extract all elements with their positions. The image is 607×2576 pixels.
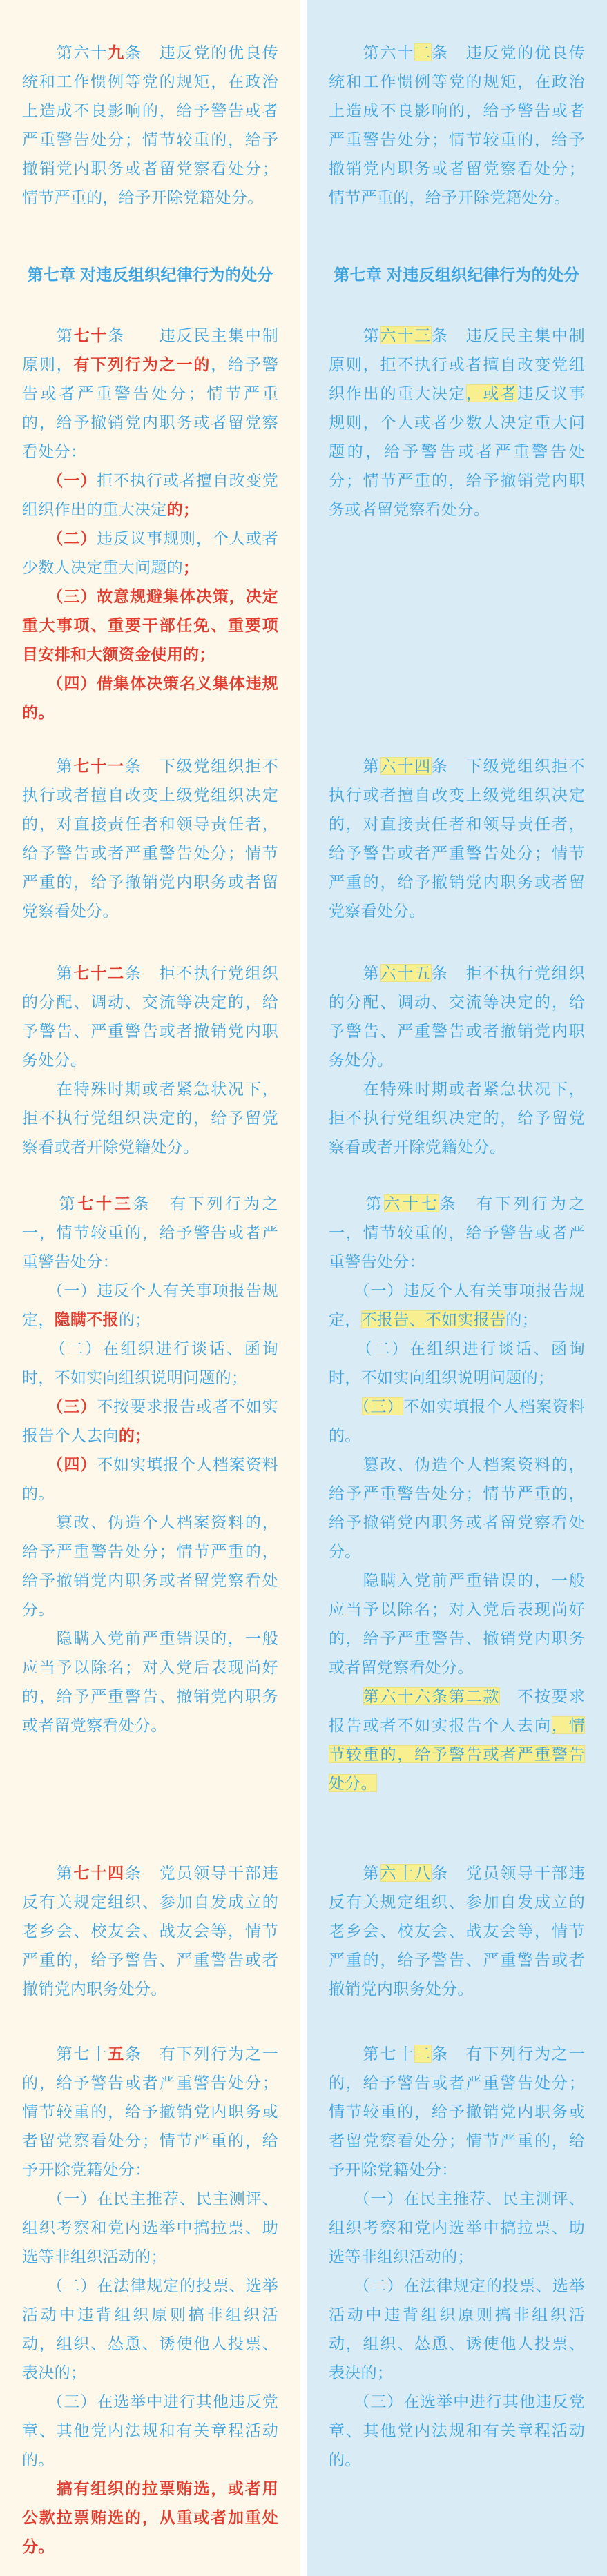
text-run: 不按要求报告或者不如实报告个人去向 [22, 1397, 278, 1444]
text-run: 不报告、不如实报告 [360, 1310, 506, 1328]
text-run: （三）在选举中进行其他违反党章、其他党内法规和有关章程活动的。 [329, 2392, 585, 2468]
paragraph [329, 1450, 585, 1566]
new-text-column [307, 751, 607, 958]
text-run: 不如实填报个人档案资料的。 [22, 1455, 278, 1502]
paragraph [22, 2387, 278, 2474]
paragraph [22, 751, 278, 925]
text-run: 的； [118, 1426, 151, 1444]
text-run: 二 [414, 2045, 432, 2063]
text-run: 不如实填报个人档案资料的。 [329, 1397, 585, 1444]
chapter-heading [329, 260, 585, 289]
text-run: 条 违反民主集中制原则， [22, 326, 278, 373]
text-run: 第 [329, 964, 380, 982]
text-run: 条 拒不执行党组织的分配、调动、交流等决定的，给予警告、严重警告或者撤销党内职务处分。 [329, 964, 586, 1069]
text-run: 隐瞒入党前严重错误的，一般应当予以除名；对入党后表现尚好的，给予严重警告、撤销党内职务或者留党察看处分。 [22, 1629, 278, 1734]
text-run: 第六十六条第二款 [363, 1687, 501, 1705]
text-run: 第 [22, 1194, 78, 1212]
new-text-column [307, 321, 607, 751]
paragraph [22, 466, 278, 524]
paragraph [329, 1276, 585, 1334]
text-run: 条 下级党组织拒不执行或者擅自改变上级党组织决定的，对直接责任者和领导责任者，给予警告或者严重警告处分；情节严重的，给予撤销党内职务或者留党察看处分。 [329, 757, 586, 920]
text-run: 六十七 [384, 1194, 440, 1212]
paragraph [329, 1392, 585, 1450]
text-run: 七十二 [73, 964, 126, 982]
text-run: 六十八 [380, 1864, 432, 1882]
text-run: 条 党员领导干部违反有关规定组织、参加自发成立的老乡会、校友会、战友会等，情节严重的，给予警告、严重警告或者撤销党内职务处分。 [22, 1864, 279, 1998]
comparison-row [0, 751, 607, 958]
text-run: 条 拒不执行党组织的分配、调动、交流等决定的，给予警告、严重警告或者撤销党内职务处分。 [22, 964, 279, 1069]
text-run: 条 违反党的优良传统和工作惯例等党的规矩，在政治上造成不良影响的，给予警告或者严重警告处分；情节较重的，给予撤销党内职务或者留党察看处分；情节严重的，给予开除党籍处分。 [22, 43, 279, 206]
text-run: 第 [329, 757, 380, 775]
paragraph [22, 38, 278, 212]
text-run: 第七章 对违反组织纪律行为的处分 [27, 266, 273, 284]
paragraph [22, 1392, 278, 1450]
text-run: 六十四 [380, 757, 432, 775]
text-run [329, 1397, 362, 1415]
text-run: 七十四 [73, 1864, 126, 1882]
text-run: 第 [329, 1864, 380, 1882]
text-run: 在特殊时期或者紧急状况下，拒不执行党组织决定的，给予留党察看或者开除党籍处分。 [22, 1080, 278, 1156]
text-run: 搞有组织的拉票贿选，或者用公款拉票贿选的，从重或者加重处分。 [22, 2479, 278, 2555]
text-run: 第七十 [329, 2045, 415, 2063]
text-run: 第 [22, 1864, 74, 1882]
text-run: 条 下级党组织拒不执行或者擅自改变上级党组织决定的，对直接责任者和领导责任者，给予警告或者严重警告处分；情节严重的，给予撤销党内职务或者留党察看处分。 [22, 757, 279, 920]
text-run: 第六十 [22, 43, 108, 61]
text-run: （二）在法律规定的投票、选举活动中违背组织原则搞非组织活动，组织、怂恿、诱使他人投票、表决的； [22, 2277, 278, 2381]
text-run: 六十五 [380, 964, 432, 982]
text-run: ； [183, 558, 200, 576]
paragraph [22, 2184, 278, 2271]
text-run: 隐瞒入党前严重错误的，一般应当予以除名；对入党后表现尚好的，给予严重警告、撤销党内职务或者留党察看处分。 [329, 1571, 585, 1676]
chapter-heading [22, 260, 278, 289]
paragraph [22, 1189, 278, 1276]
text-run [329, 1687, 363, 1705]
new-text-column [307, 0, 607, 260]
text-run: 条 有下列行为之一的，给予警告或者严重警告处分；情节较重的，给予撤销党内职务或者留党察看处分；情节严重的，给予开除党籍处分： [329, 2045, 586, 2179]
paragraph [22, 2271, 278, 2387]
text-run: 第 [22, 326, 74, 344]
text-run: 第七十 [22, 2045, 108, 2063]
text-run: （三） [361, 1397, 404, 1415]
text-run: 第七章 对违反组织纪律行为的处分 [334, 266, 580, 284]
text-run: 七十一 [73, 757, 126, 775]
comparison-row [0, 958, 607, 1189]
paragraph [22, 2474, 278, 2561]
text-run: （一）违反个人有关事项报告规定， [329, 1281, 585, 1328]
text-run: 条 有下列行为之一，情节较重的，给予警告或者严重警告处分： [22, 1194, 278, 1270]
old-text-column [0, 0, 300, 260]
paragraph [22, 669, 278, 727]
old-text-column [0, 260, 300, 321]
paragraph [22, 1858, 278, 2003]
text-run: 条 违反民主集中制原则，拒不执行或者擅自改变党组织作出的重大决定 [329, 326, 586, 402]
text-run: 第六十 [329, 43, 415, 61]
text-run: 第 [22, 757, 74, 775]
text-run: 二 [414, 43, 432, 61]
text-run: 违反议事规则，个人或者少数人决定重大问题的 [22, 529, 278, 576]
text-run: 不按要求报告或者不如实报告个人去向 [329, 1687, 585, 1734]
text-run: 条 违反党的优良传统和工作惯例等党的规矩，在政治上造成不良影响的，给予警告或者严重警告处分；情节较重的，给予撤销党内职务或者留党察看处分；情节严重的，给予开除党籍处分。 [329, 43, 586, 206]
text-run: 六十三 [380, 326, 432, 344]
paragraph [22, 2039, 278, 2184]
text-run: （一）在民主推荐、民主测评、组织考察和党内选举中搞拉票、助选等非组织活动的； [22, 2190, 278, 2265]
paragraph [22, 1450, 278, 1508]
text-run: 七十 [73, 326, 108, 344]
new-text-column [307, 2039, 607, 2576]
text-run: ，或者 [465, 384, 518, 402]
paragraph [329, 2387, 585, 2474]
text-run: （三）在选举中进行其他违反党章、其他党内法规和有关章程活动的。 [22, 2392, 278, 2468]
new-text-column [307, 958, 607, 1189]
new-text-column [307, 1189, 607, 1858]
old-text-column [0, 2039, 300, 2576]
paragraph [329, 1566, 585, 1682]
comparison-row [0, 1189, 607, 1858]
text-run: 有下列行为之一的 [73, 355, 211, 373]
paragraph [329, 2271, 585, 2387]
text-run: 九 [108, 43, 126, 61]
paragraph [329, 2184, 585, 2271]
paragraph [329, 321, 585, 524]
paragraph [329, 1858, 585, 2003]
paragraph [329, 1189, 585, 1276]
paragraph [22, 1334, 278, 1392]
old-text-column [0, 751, 300, 958]
paragraph [329, 1334, 585, 1392]
text-run: 隐瞒不报 [54, 1310, 119, 1328]
paragraph [329, 1074, 585, 1161]
text-run: 条 有下列行为之一，情节较重的，给予警告或者严重警告处分： [329, 1194, 585, 1270]
text-run: 拒不执行或者擅自改变党组织作出的重大决定 [22, 471, 278, 518]
text-run: 在特殊时期或者紧急状况下，拒不执行党组织决定的，给予留党察看或者开除党籍处分。 [329, 1080, 585, 1156]
text-run: （二） [22, 529, 97, 547]
text-run: 第 [22, 964, 74, 982]
old-text-column [0, 1189, 300, 1858]
text-run: 五 [108, 2045, 126, 2063]
text-run: 的； [166, 500, 200, 518]
old-text-column [0, 958, 300, 1189]
text-run: 第 [329, 1194, 385, 1212]
text-run: （一）违反个人有关事项报告规定， [22, 1281, 278, 1328]
paragraph [329, 751, 585, 925]
comparison-row [0, 1858, 607, 2039]
text-run: （一） [22, 471, 97, 489]
text-run: （二）在组织进行谈话、函询时，不如实向组织说明问题的； [22, 1339, 278, 1386]
paragraph [22, 1276, 278, 1334]
comparison-row [0, 0, 607, 260]
text-run: ，给予警告或者严重警告处分；情节严重的，给予撤销党内职务或者留党察看处分： [22, 355, 279, 460]
paragraph [329, 38, 585, 212]
paragraph [22, 321, 278, 466]
text-run: 篡改、伪造个人档案资料的，给予严重警告处分；情节严重的，给予撤销党内职务或者留党察看处分。 [22, 1513, 278, 1618]
paragraph [22, 1508, 278, 1624]
paragraph [329, 1682, 585, 1798]
text-run: （二）在法律规定的投票、选举活动中违背组织原则搞非组织活动，组织、怂恿、诱使他人投票、表决的； [329, 2277, 585, 2381]
text-run: 条 党员领导干部违反有关规定组织、参加自发成立的老乡会、校友会、战友会等，情节严重的，给予警告、严重警告或者撤销党内职务处分。 [329, 1864, 586, 1998]
text-run: （二）在组织进行谈话、函询时，不如实向组织说明问题的； [329, 1339, 585, 1386]
new-text-column [307, 260, 607, 321]
text-run: （一）在民主推荐、民主测评、组织考察和党内选举中搞拉票、助选等非组织活动的； [329, 2190, 585, 2265]
paragraph [329, 2039, 585, 2184]
text-run: 篡改、伪造个人档案资料的，给予严重警告处分；情节严重的，给予撤销党内职务或者留党察看处分。 [329, 1455, 585, 1560]
paragraph [22, 582, 278, 669]
paragraph [329, 958, 585, 1074]
text-run: 七十三 [77, 1194, 133, 1212]
old-text-column [0, 321, 300, 751]
text-run: 违反议事规则，个人或者少数人决定重大问题的，给予警告或者严重警告处分；情节严重的，给予撤销党内职务或者留党察看处分。 [329, 384, 586, 518]
text-run: ，情节较重的，给予警告或者严重警告处分。 [329, 1716, 585, 1792]
text-run: （三） [22, 1397, 97, 1415]
paragraph [22, 524, 278, 582]
old-text-column [0, 1858, 300, 2039]
comparison-row [0, 260, 607, 321]
text-run: （四） [22, 1455, 97, 1473]
text-run: 的； [118, 1310, 151, 1328]
comparison-row [0, 321, 607, 751]
paragraph [22, 958, 278, 1074]
text-run: （四）借集体决策名义集体违规的。 [22, 674, 278, 721]
text-run: 条 有下列行为之一的，给予警告或者严重警告处分；情节较重的，给予撤销党内职务或者留党察看处分；情节严重的，给予开除党籍处分： [22, 2045, 279, 2179]
paragraph [22, 1624, 278, 1740]
paragraph [22, 1074, 278, 1161]
comparison-row [0, 2039, 607, 2576]
text-run: 的； [505, 1310, 538, 1328]
new-text-column [307, 1858, 607, 2039]
text-run: （三）故意规避集体决策，决定重大事项、重要干部任免、重要项目安排和大额资金使用的； [22, 587, 278, 663]
text-run: 第 [329, 326, 380, 344]
